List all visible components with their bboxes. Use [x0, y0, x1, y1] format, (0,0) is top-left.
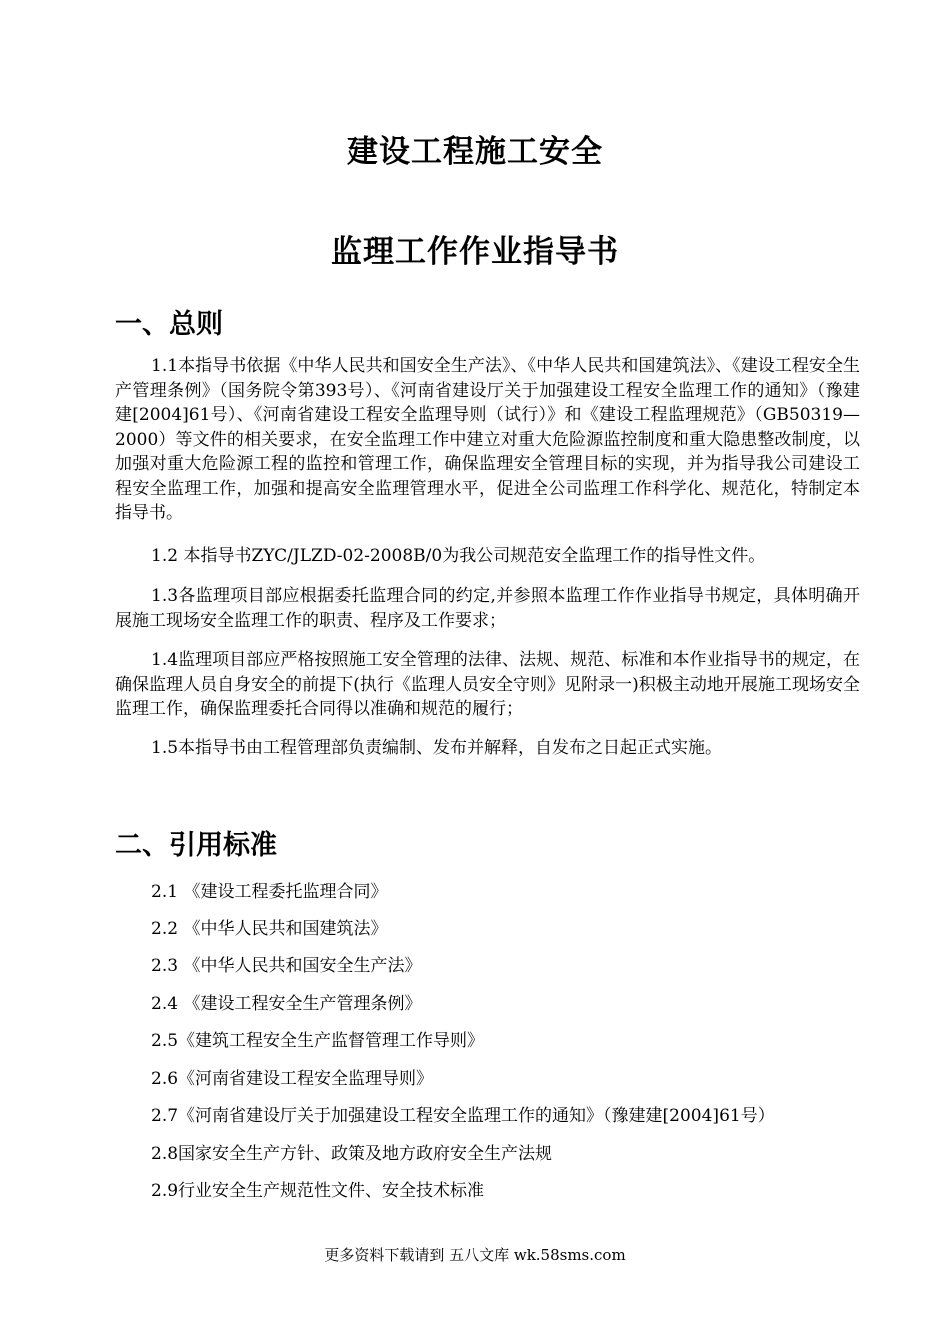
standard-item: 2.9行业安全生产规范性文件、安全技术标准 — [151, 1181, 485, 1201]
paragraph-1-1: 1.1本指导书依据《中华人民共和国安全生产法》、《中华人民共和国建筑法》、《建设工程安全生产管理条例》（国务院令第393号）、《河南省建设厅关于加强建设工程安全监理工作的通知》（豫建建[2004]61号）、《河南省建设工程安全监理导则（试行）》和《建设工程监理规范》（GB50319—2000）等文件的相关要求，在安全监理工作中建立对重大危险源监控制度和重大隐患整改制度，以加强对重大危险源工程的监控和管理工作，确保监理安全管理目标的实现，并为指导我公司建设工程安全监理工作，加强和提高安全监理管理水平，促进全公司监理工作科学化、规范化，特制定本指导书。 — [115, 356, 860, 523]
document-title-line-2: 监理工作作业指导书 — [331, 234, 619, 270]
section-heading-standards: 二、引用标准 — [115, 830, 277, 861]
paragraph-1-5: 1.5本指导书由工程管理部负责编制、发布并解释，自发布之日起正式实施。 — [151, 738, 723, 758]
standard-item: 2.8国家安全生产方针、政策及地方政府安全生产法规 — [151, 1144, 553, 1164]
standard-item: 2.4 《建设工程安全生产管理条例》 — [151, 994, 422, 1014]
standard-item: 2.3 《中华人民共和国安全生产法》 — [151, 956, 422, 976]
document-title-line-1: 建设工程施工安全 — [347, 134, 603, 170]
paragraph-1-3: 1.3各监理项目部应根据委托监理合同的约定,并参照本监理工作作业指导书规定，具体明确开展施工现场安全监理工作的职责、程序及工作要求； — [115, 586, 860, 631]
paragraph-1-2: 1.2 本指导书ZYC/JLZD-02-2008B/0为我公司规范安全监理工作的指导性文件。 — [151, 546, 766, 566]
footer-download-note: 更多资料下载请到 五八文库 wk.58sms.com — [324, 1246, 626, 1264]
standard-item: 2.1 《建设工程委托监理合同》 — [151, 882, 388, 902]
paragraph-1-4: 1.4监理项目部应严格按照施工安全管理的法律、法规、规范、标准和本作业指导书的规定，在确保监理人员自身安全的前提下(执行《监理人员安全守则》见附录一)积极主动地开展施工现场安全监理工作，确保监理委托合同得以准确和规范的履行； — [115, 650, 860, 719]
standard-item: 2.6《河南省建设工程安全监理导则》 — [151, 1069, 434, 1089]
section-heading-general: 一、总则 — [115, 309, 223, 340]
standard-item: 2.7《河南省建设厅关于加强建设工程安全监理工作的通知》（豫建建[2004]61号） — [151, 1106, 775, 1126]
standard-item: 2.5《建筑工程安全生产监督管理工作导则》 — [151, 1031, 485, 1051]
standard-item: 2.2 《中华人民共和国建筑法》 — [151, 919, 388, 939]
